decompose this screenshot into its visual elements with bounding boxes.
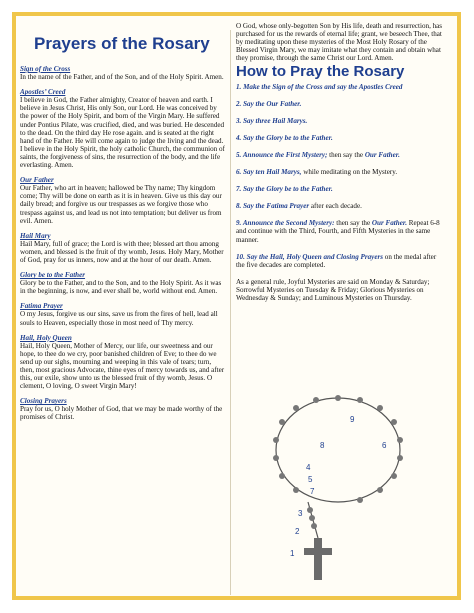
svg-text:4: 4 xyxy=(306,463,311,472)
rosary-chain xyxy=(276,398,400,538)
prayer-text: Hail, Holy Queen, Mother of Mercy, our life, our sweetness and our hope, to thee do we cry, poor banished children of Eve; to thee do we send up our sighs, mourning and weeping in this vale of tears; turn, then, most gracious Advocate, thine eyes of mercy towards us, and after this, our exile, show unto us the blessed fruit of thy womb, Jesus. O clement, O loving, O sweet Virgin Mary! xyxy=(20,341,225,391)
prayer-section xyxy=(20,65,226,81)
svg-text:5: 5 xyxy=(308,475,313,484)
step: 8. Say the Fatima Prayer after each decade. xyxy=(236,202,362,211)
prayer-title: Hail, Holy Queen xyxy=(20,333,72,342)
svg-text:8: 8 xyxy=(320,441,325,450)
prayer-section xyxy=(20,271,226,295)
prayer-text: Hail Mary, full of grace; the Lord is with thee; blessed art thou among women, and blessed is the fruit of thy womb, Jesus. Holy Mary, Mother of God, pray for us inners, now and at the hour of our death. Amen. xyxy=(20,239,224,264)
prayer-section xyxy=(20,302,226,326)
svg-text:1: 1 xyxy=(290,549,295,558)
prayer-title: Sign of the Cross xyxy=(20,65,71,73)
step: 2. Say the Our Father. xyxy=(236,99,302,108)
intro-text: O God, whose only-begotten Son by His life, death and resurrection, has purchased for us the rewards of eternal life; grant, we beseech Thee, that by meditating upon these mysteries of the Most Holy Rosary of the Blessed Virgin Mary, we may imitate what they contain and obtain what they promise, through the same Christ our Lord. Amen. xyxy=(236,22,443,63)
step: 7. Say the Glory be to the Father. xyxy=(236,185,333,194)
step: 3. Say three Hail Marys. xyxy=(236,116,308,125)
step: 9. Announce the Second Mystery: then say the Our Father. Repeat 6-8 and continue with the Third, Fourth, and Fifth Mysteries in the same manner. xyxy=(236,219,440,244)
prayer-section xyxy=(20,88,226,169)
prayer-section xyxy=(20,334,226,391)
prayer-title: Apostles’ Creed xyxy=(20,88,66,97)
prayer-section xyxy=(20,176,226,225)
prayer-title: Closing Prayers xyxy=(20,397,67,406)
svg-text:2: 2 xyxy=(295,527,300,536)
prayer-section xyxy=(20,232,226,264)
step: 1. Make the Sign of the Cross and say the Apostles Creed xyxy=(236,82,403,91)
rosary-labels xyxy=(290,415,387,558)
prayer-text: In the name of the Father, and of the Son, and of the Holy Spirit. Amen. xyxy=(20,73,224,82)
prayer-text: Our Father, who art in heaven; hallowed be Thy name; Thy kingdom come; Thy will be done on earth as it is in heaven. Give us this day our daily bread; and forgive us our trespasses as we forgive those who trespass against us, and lead us not into temptation; but deliver us from evil. Amen. xyxy=(20,184,222,225)
prayer-text: Glory be to the Father, and to the Son, and to the Holy Spirit. As it was in the beginning, is now, and ever shall be, world without end. Amen. xyxy=(20,279,222,296)
prayer-title: Our Father xyxy=(20,176,54,185)
prayers-column xyxy=(20,65,226,429)
column-divider xyxy=(230,30,231,595)
svg-text:9: 9 xyxy=(350,415,355,424)
prayer-title: Glory be to the Father xyxy=(20,271,86,280)
step: 5. Announce the First Mystery; then say the Our Father. xyxy=(236,150,400,159)
how-to-title: How to Pray the Rosary xyxy=(236,63,405,81)
step: 10. Say the Hail, Holy Queen and Closing Prayers on the medal after the five decades are completed. xyxy=(236,252,437,269)
svg-text:7: 7 xyxy=(310,487,315,496)
svg-text:6: 6 xyxy=(382,441,387,450)
step: 4. Say the Glory be to the Father. xyxy=(236,133,333,142)
prayer-title: Hail Mary xyxy=(20,231,51,240)
page-title: Prayers of the Rosary xyxy=(34,34,210,53)
svg-text:3: 3 xyxy=(298,509,303,518)
step: 6. Say ten Hail Marys, while meditating on the Mystery. xyxy=(236,168,398,177)
crucifix-icon xyxy=(304,538,332,580)
rosary-illustration xyxy=(260,388,420,593)
instructions-column xyxy=(236,22,446,302)
prayer-text: O my Jesus, forgive us our sins, save us from the fires of hell, lead all souls to Heaven, especially those in most need of Thy mercy. xyxy=(20,310,218,327)
prayer-section xyxy=(20,397,226,421)
prayer-text: I believe in God, the Father almighty, Creator of heaven and earth. I believe in Jesus Christ, His only Son, our Lord. He was conceived by the power of the Holy Spirit, and born of the Virgin Mary. He suffered under Pontius Pilate, was crucified, died, and was buried. He descended to the dead. On the third day He rose again. and is seated at the right hand of the Father. He will come again to judge the living and the dead. I believe in the Holy Spirit, the holy catholic Church, the communion of saints, the forgiveness of sins, the resurrection of the body, and the life everlasting. Amen. xyxy=(20,96,225,170)
prayer-title: Fatima Prayer xyxy=(20,302,63,311)
prayer-text: Pray for us, O holy Mother of God, that we may be made worthy of the promises of Christ. xyxy=(20,405,223,422)
mysteries-note: As a general rule, Joyful Mysteries are said on Monday & Saturday; Sorrowful Mysteries on Tuesday & Friday; Glorious Mysteries on Wednesday & Sunday; and Luminous Mysteries on Thursday. xyxy=(236,277,430,302)
